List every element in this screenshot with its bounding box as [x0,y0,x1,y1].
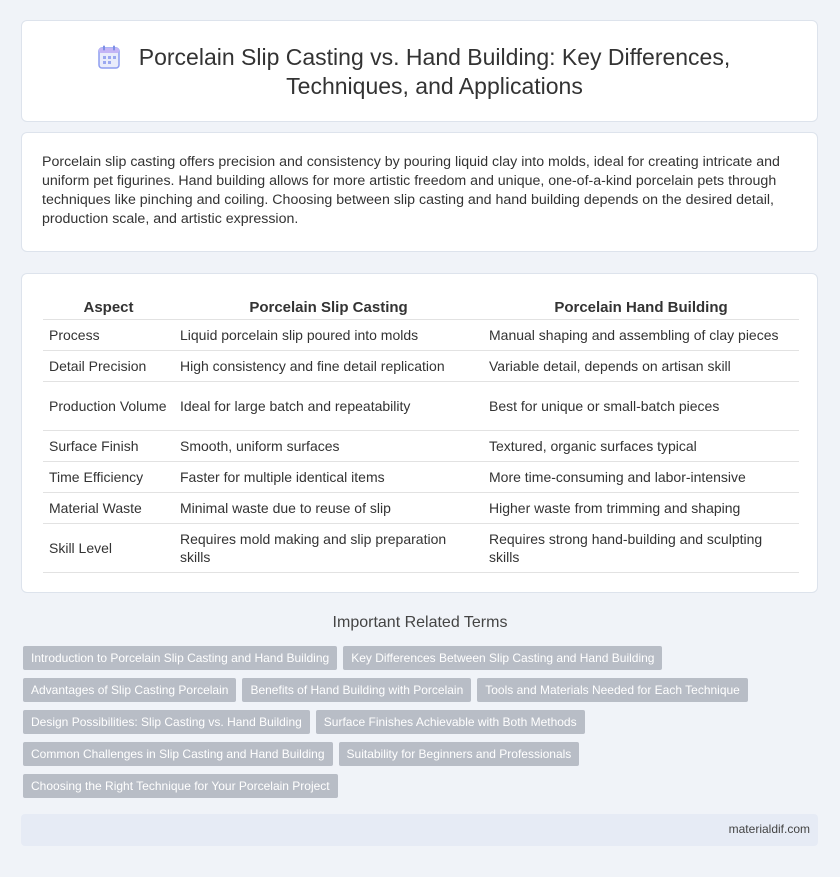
related-term-tag[interactable]: Surface Finishes Achievable with Both Methods [316,710,585,734]
slip-casting-cell: Requires mold making and slip preparation skills [174,524,483,573]
aspect-cell: Detail Precision [43,351,174,382]
slip-casting-cell: Faster for multiple identical items [174,462,483,493]
aspect-cell: Production Volume [43,382,174,431]
slip-casting-cell: High consistency and fine detail replication [174,351,483,382]
intro-paragraph: Porcelain slip casting offers precision and consistency by pouring liquid clay into molds, ideal for creating intricate and uniform pet figurines. Hand building allows for more artistic freedom and unique, one-of-a-kind porcelain pets through techniques like pinching and coiling. Choosing between slip casting and hand building depends on the desired detail, production scale, and artistic expression. [42,154,780,227]
aspect-cell: Process [43,320,174,351]
page-title: Porcelain Slip Casting vs. Hand Building: Key Differences, Techniques, and Applications [138,44,731,99]
table-row [43,493,799,524]
slip-casting-cell: Liquid porcelain slip poured into molds [174,320,483,351]
hand-building-cell: Best for unique or small-batch pieces [483,382,799,431]
slip-casting-cell: Minimal waste due to reuse of slip [174,493,483,524]
slip-casting-cell: Ideal for large batch and repeatability [174,382,483,431]
table-header-row [43,297,799,320]
table-row [43,524,799,573]
related-terms-heading: Important Related Terms [332,614,508,631]
table-row [43,351,799,382]
aspect-cell: Material Waste [43,493,174,524]
comparison-table [43,297,799,573]
related-term-tag[interactable]: Common Challenges in Slip Casting and Hand Building [23,742,333,766]
table-row [43,382,799,431]
table-row [43,431,799,462]
related-term-tag[interactable]: Choosing the Right Technique for Your Porcelain Project [23,774,338,798]
related-terms-list [23,646,803,806]
hand-building-cell: More time-consuming and labor-intensive [483,462,799,493]
slip-casting-cell: Smooth, uniform surfaces [174,431,483,462]
aspect-cell: Skill Level [43,524,174,573]
related-term-tag[interactable]: Benefits of Hand Building with Porcelain [242,678,471,702]
hand-building-cell: Higher waste from trimming and shaping [483,493,799,524]
header-hand-building: Porcelain Hand Building [483,297,799,320]
related-term-tag[interactable]: Design Possibilities: Slip Casting vs. Hand Building [23,710,310,734]
related-term-tag[interactable]: Key Differences Between Slip Casting and Hand Building [343,646,662,670]
hand-building-cell: Manual shaping and assembling of clay pieces [483,320,799,351]
comparison-card [21,273,818,593]
header-slip-casting: Porcelain Slip Casting [174,297,483,320]
table-row [43,320,799,351]
aspect-cell: Surface Finish [43,431,174,462]
hand-building-cell: Requires strong hand-building and sculpting skills [483,524,799,573]
related-term-tag[interactable]: Suitability for Beginners and Professionals [339,742,580,766]
related-term-tag[interactable]: Advantages of Slip Casting Porcelain [23,678,236,702]
intro-card [21,132,818,252]
related-term-tag[interactable]: Tools and Materials Needed for Each Technique [477,678,748,702]
header-aspect: Aspect [43,297,174,320]
footer-bar [21,814,818,846]
footer-site-link[interactable]: materialdif.com [728,822,810,836]
aspect-cell: Time Efficiency [43,462,174,493]
table-row [43,462,799,493]
hand-building-cell: Textured, organic surfaces typical [483,431,799,462]
title-card [21,20,818,122]
related-term-tag[interactable]: Introduction to Porcelain Slip Casting and Hand Building [23,646,337,670]
hand-building-cell: Variable detail, depends on artisan skill [483,351,799,382]
